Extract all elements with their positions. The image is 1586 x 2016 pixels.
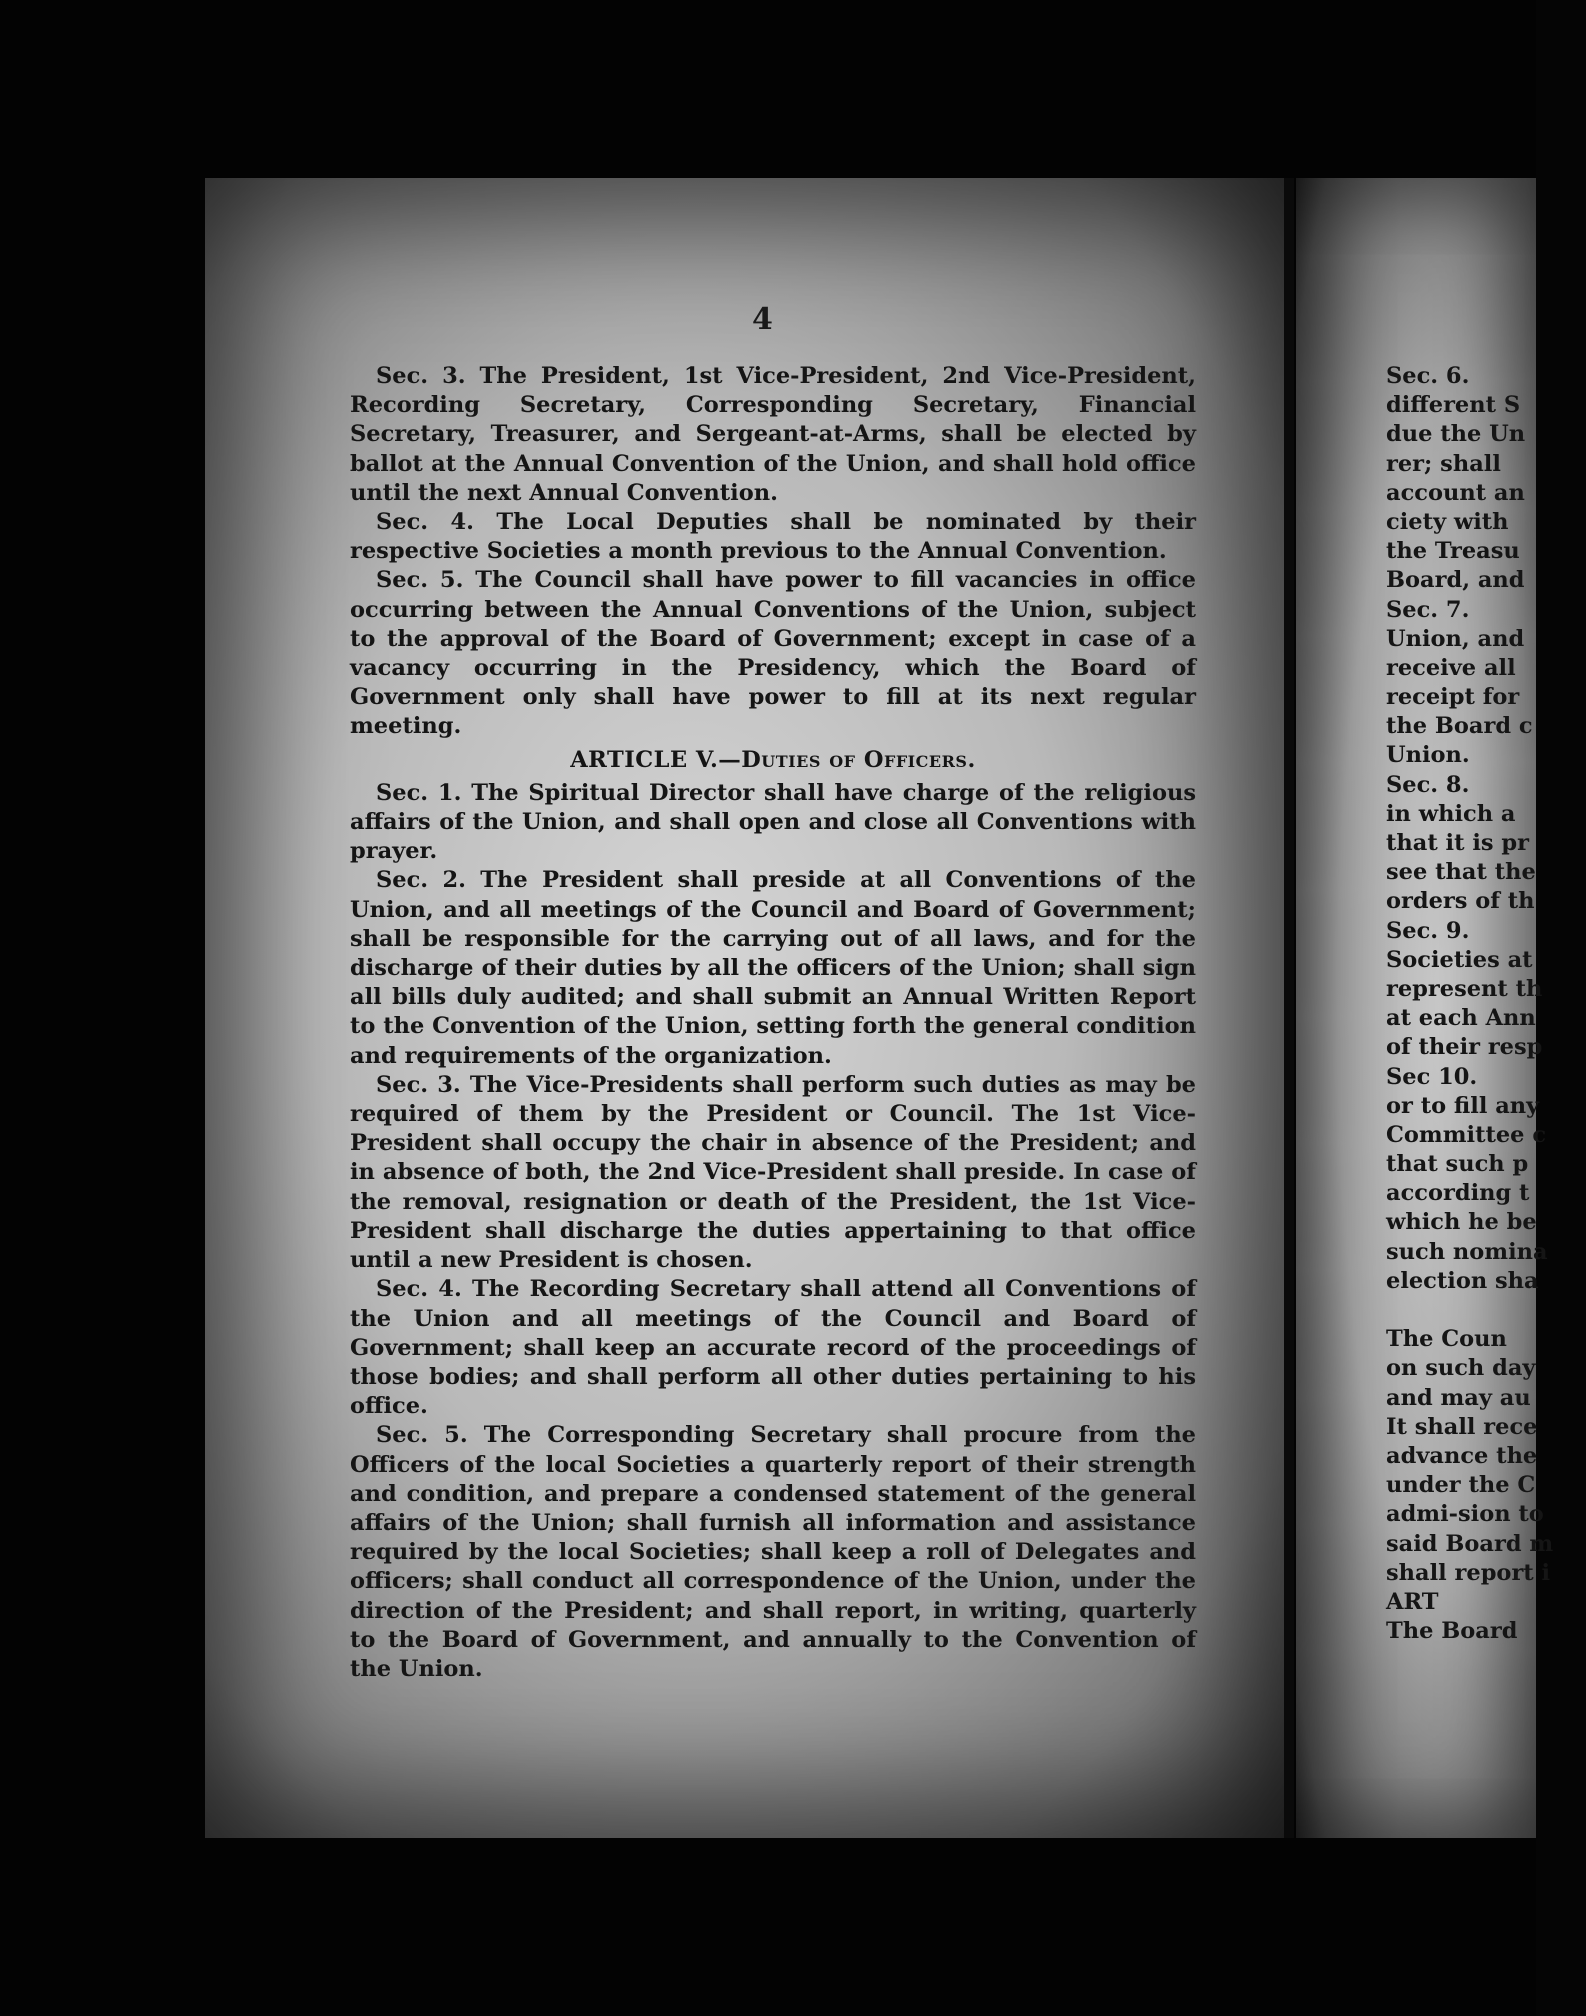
section-paragraph: Sec. 5. The Council shall have power to fill vacancies in office occurring between the Annual Conventions of the Union, subject to the approval of the Board of Government; except in case of a vacancy occurring in the Presidency, which the Board of Government only shall have power to fill at its next regular meeting. (350, 567, 1196, 740)
right-column-line: The Board (1386, 1618, 1518, 1645)
right-column-line: orders of th (1386, 888, 1535, 915)
right-column-line: receive all (1386, 654, 1516, 681)
right-column-line: that such p (1386, 1151, 1529, 1178)
page-number: 4 (752, 302, 773, 337)
right-column-fragments (1386, 362, 1586, 1646)
right-column-line: at each Ann (1386, 1005, 1536, 1032)
right-column-line: the Board c (1386, 713, 1533, 740)
right-column-line: ciety with (1386, 508, 1509, 535)
right-column-line: Sec 10. (1386, 1063, 1478, 1090)
right-column-line: due the Un (1386, 421, 1526, 448)
right-column-line: Board, and (1386, 567, 1525, 594)
right-column-line: under the C (1386, 1472, 1536, 1499)
right-column-line: ART (1386, 1588, 1439, 1615)
section-paragraph: Sec. 4. The Recording Secretary shall attend all Conventions of the Union and all meetings of the Council and Board of Government; shall keep an accurate record of the proceedings of those bodies; and shall perform all other duties pertaining to his office. (350, 1276, 1196, 1420)
right-column-line: It shall rece (1386, 1413, 1538, 1440)
right-column-line: Committee c (1386, 1121, 1547, 1148)
right-column-line: of their resp (1386, 1034, 1543, 1061)
right-column-line: account an (1386, 479, 1525, 506)
section-paragraph: Sec. 2. The President shall preside at all Conventions of the Union, and all meetings of the Council and Board of Government; shall be responsible for the carrying out of all laws, and for the discharge of their duties by all the officers of the Union; shall sign all bills duly audited; and shall submit an Annual Written Report to the Convention of the Union, setting forth the general condition and requirements of the organization. (350, 867, 1196, 1069)
right-column-line: and may au (1386, 1384, 1531, 1411)
right-column-line: or to fill any (1386, 1092, 1540, 1119)
right-column-line: in which a (1386, 800, 1516, 827)
section-paragraph: Sec. 4. The Local Deputies shall be nominated by their respective Societies a month previous to the Annual Convention. (350, 509, 1196, 565)
right-column-line: the Treasu (1386, 538, 1520, 565)
right-column-line: Sec. 7. (1386, 596, 1470, 623)
right-column-line: Societies at (1386, 946, 1533, 973)
article-subtitle: Duties of Officers. (741, 746, 976, 773)
article-heading (350, 746, 1196, 775)
right-column-line: receipt for (1386, 684, 1520, 711)
right-column-line: on such day (1386, 1355, 1536, 1382)
right-column-line: rer; shall (1386, 450, 1501, 477)
right-column-line: advance the (1386, 1442, 1538, 1469)
right-column-line: said Board m (1386, 1530, 1554, 1557)
left-column-text (350, 362, 1196, 1684)
book-gutter (1284, 178, 1294, 1838)
right-column-line: admi-sion to (1386, 1501, 1544, 1528)
right-column-line: election sha (1386, 1267, 1539, 1294)
right-column-line: represent th (1386, 975, 1543, 1002)
right-column-line: Sec. 8. (1386, 771, 1470, 798)
right-column-line: that it is pr (1386, 830, 1529, 856)
section-paragraph: Sec. 3. The Vice-Presidents shall perform such duties as may be required of them by the President or Council. The 1st Vice-President shall occupy the chair in absence of the President; and in absence of both, the 2nd Vice-President shall preside. In case of the removal, resignation or death of the President, the 1st Vice-President shall discharge the duties appertaining to that office until a new President is chosen. (350, 1071, 1196, 1274)
right-column-line: according t (1386, 1180, 1530, 1207)
article-title: ARTICLE V.— (570, 746, 742, 773)
right-column-line: see that the (1386, 859, 1536, 886)
right-column-line: shall report i (1386, 1559, 1551, 1586)
right-column-line: such nomina (1386, 1238, 1548, 1265)
right-column-line: which he be (1386, 1209, 1537, 1236)
right-column-line: Sec. 6. (1386, 363, 1470, 389)
right-column-line: Union, and (1386, 625, 1525, 652)
right-column-line: different S (1386, 392, 1521, 419)
section-paragraph: Sec. 3. The President, 1st Vice-President, 2nd Vice-President, Recording Secretary, Corresponding Secretary, Financial Secretary, Treasurer, and Sergeant-at-Arms, shall be elected by ballot at the Annual Convention of the Union, and shall hold office until the next Annual Convention. (350, 363, 1196, 506)
right-column-line: Sec. 9. (1386, 917, 1470, 944)
section-paragraph: Sec. 1. The Spiritual Director shall have charge of the religious affairs of the Union, and shall open and close all Conventions with prayer. (350, 779, 1196, 865)
right-column-line: The Coun (1386, 1326, 1507, 1353)
right-column-line (1386, 1296, 1586, 1325)
right-column-line: Union. (1386, 742, 1470, 769)
section-paragraph: Sec. 5. The Corresponding Secretary shall procure from the Officers of the local Societies a quarterly report of their strength and condition, and prepare a condensed statement of the general affairs of the Union; shall furnish all information and assistance required by the local Societies; shall keep a roll of Delegates and officers; shall conduct all correspondence of the Union, under the direction of the President; and shall report, in writing, quarterly to the Board of Government, and annually to the Convention of the Union. (350, 1422, 1196, 1682)
